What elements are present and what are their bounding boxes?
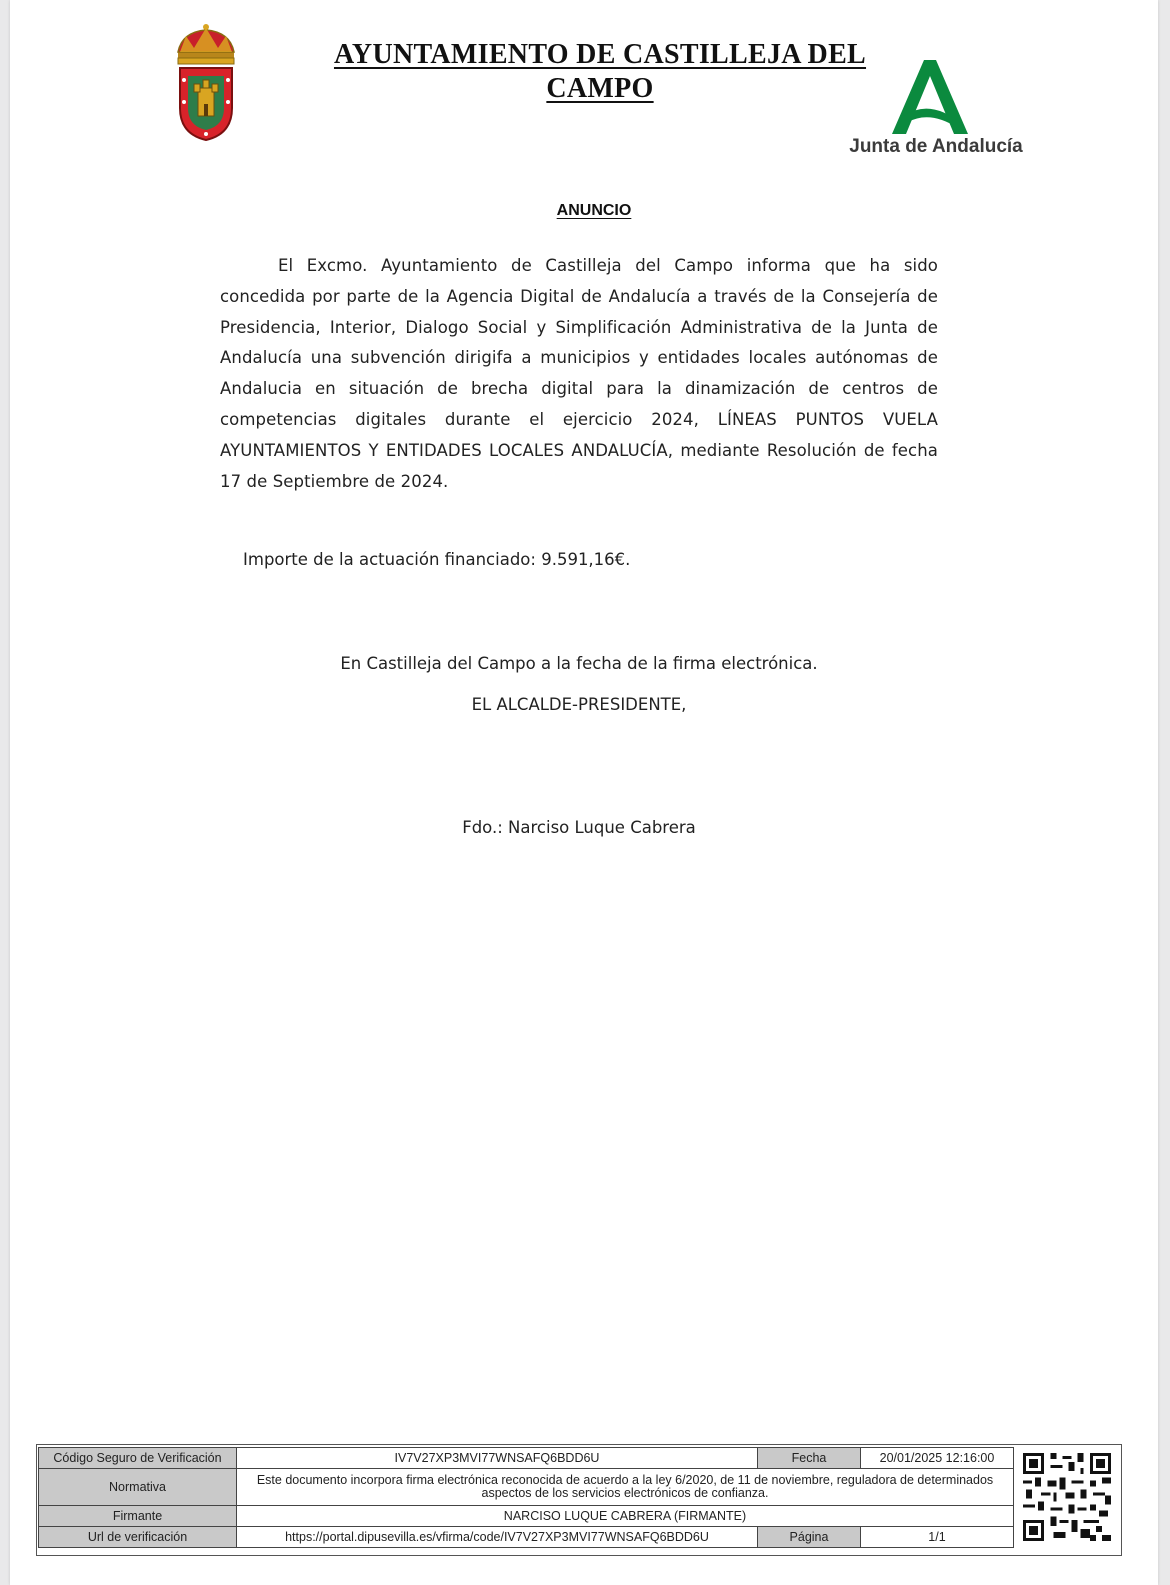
date-label: Fecha xyxy=(758,1448,861,1469)
junta-andalucia-logo-icon xyxy=(890,58,970,136)
csv-label: Código Seguro de Verificación xyxy=(39,1448,237,1469)
signer-value: NARCISO LUQUE CABRERA (FIRMANTE) xyxy=(237,1506,1014,1527)
table-row xyxy=(39,1527,1014,1548)
table-row xyxy=(39,1469,1014,1506)
csv-value: IV7V27XP3MVI77WNSAFQ6BDD6U xyxy=(237,1448,758,1469)
url-label: Url de verificación xyxy=(39,1527,237,1548)
funded-amount: Importe de la actuación financiado: 9.591,16€. xyxy=(243,550,631,569)
table-row xyxy=(39,1506,1014,1527)
page-value: 1/1 xyxy=(861,1527,1014,1548)
norm-value: Este documento incorpora firma electrónica reconocida de acuerdo a la ley 6/2020, de 11 de noviembre, reguladora de determinados aspectos de los servicios electrónicos de confianza. xyxy=(237,1469,1014,1506)
municipal-crest-icon xyxy=(168,22,244,142)
junta-andalucia-label: Junta de Andalucía xyxy=(849,136,1023,157)
place-date: En Castilleja del Campo a la fecha de la firma electrónica. xyxy=(340,654,818,673)
signed-by: Fdo.: Narciso Luque Cabrera xyxy=(462,818,696,837)
document-page xyxy=(10,0,1158,1585)
announcement-body: El Excmo. Ayuntamiento de Castilleja del Campo informa que ha sido concedida por parte de la Agencia Digital de Andalucía a través de la Consejería de Presidencia, Interior, Dialogo Social y Simplificación Administrativa de la Junta de Andalucía una subvención dirigifa a municipios y entidades locales autónomas de Andalucia en situación de brecha digital para la dinamización de centros de competencias digitales durante el ejercicio 2024, LÍNEAS PUNTOS VUELA AYUNTAMIENTOS Y ENTIDADES LOCALES ANDALUCÍA, mediante Resolución de fecha 17 de Septiembre de 2024. xyxy=(220,256,938,491)
signer-role: EL ALCALDE-PRESIDENTE, xyxy=(471,695,687,714)
url-value[interactable]: https://portal.dipusevilla.es/vfirma/code/IV7V27XP3MVI77WNSAFQ6BDD6U xyxy=(237,1527,758,1548)
organization-title: AYUNTAMIENTO DE CASTILLEJA DEL CAMPO xyxy=(333,39,867,104)
signer-label: Firmante xyxy=(39,1506,237,1527)
announcement-heading: ANUNCIO xyxy=(556,202,632,219)
table-row xyxy=(39,1448,1014,1469)
page-label: Página xyxy=(758,1527,861,1548)
verification-table xyxy=(38,1447,1014,1548)
date-value: 20/01/2025 12:16:00 xyxy=(861,1448,1014,1469)
norm-label: Normativa xyxy=(39,1469,237,1506)
qr-code-icon[interactable] xyxy=(1023,1453,1111,1541)
